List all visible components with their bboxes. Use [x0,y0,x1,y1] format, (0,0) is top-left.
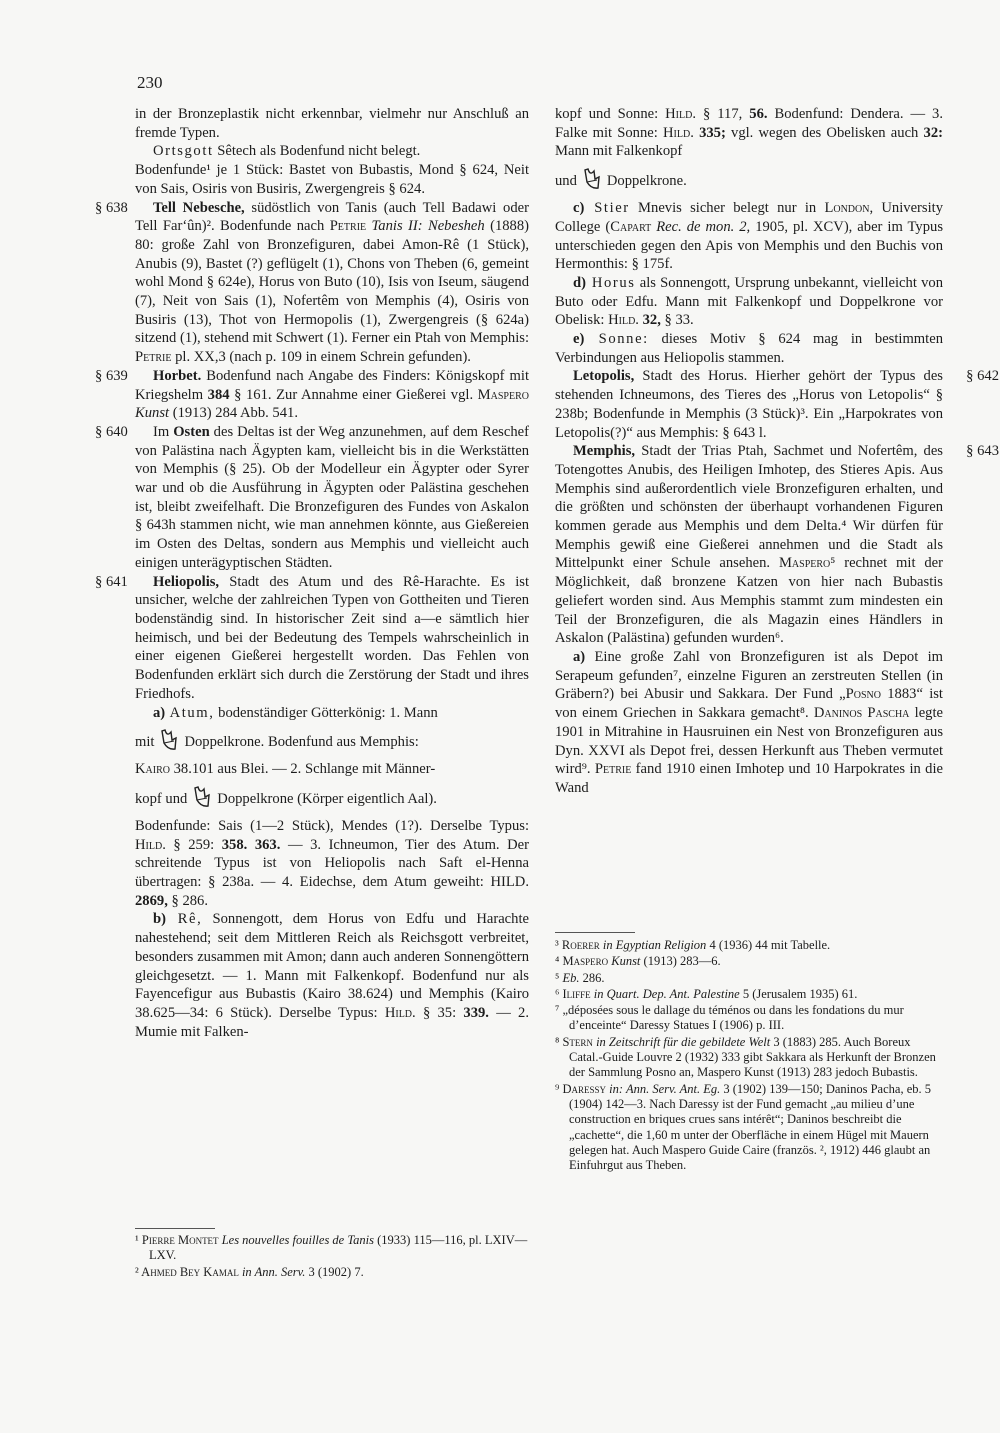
footnote-rule [135,1228,215,1229]
footnote: ⁵ Eb. 286. [555,970,605,985]
subsection-c-stier: c) Stier Mnevis sicher belegt nur in London, University College (Capart Rec. de mon. 2, 1905, pl. XCV), aber im Typus unterschieden gegen den Apis von Memphis und den Buchis von Hermonthis: § 175f. [555,200,943,273]
section-643: § 643 Memphis, Stadt der Trias Ptah, Sachmet und Nofertêm, des Totengottes Anubis, des Heiligen Imhotep, des Stieres Apis. Aus Memphis sind außerordentlich viele Bronzefiguren erhalten, und die größten und schönsten der überhaupt vorhandenen Figuren kommen gerade aus Memphis und dem Delta.⁴ Wir dürfen für Memphis gewiß eine Gießerei annehmen und die Stadt als Mittelpunkt einer Schule ansehen. Maspero⁵ rechnet mit der Möglichkeit, daß bronzene Katzen von hier nach Bubastis geliefert worden sind. Aus Memphis stammt zum mindesten ein Teil der Bronzefiguren, die als Magazin eines Händlers in Askalon (Palästina) gefunden wurden⁶. [555,443,999,647]
section-640: § 640 Im Osten des Deltas ist der Weg anzunehmen, auf dem Reschef von Palästina nach Ägypten kam, vielleicht bis in die Werkstätten von Memphis (§ 25). Ob der Modelleur ein Ägypter oder Syrer war und ob die Ausführung in Ägypten oder Palästina geschehen ist, bleibt zweifelhaft. Die Bronzefiguren des Fundes von Askalon § 643h stammen nicht, wie man annehmen könnte, aus Gießereien im Osten des Deltas, sondern aus Memphis und vielleicht auch einigen unterägyptischen Städten. [135,423,529,573]
section-number: § 639 [95,367,128,384]
paragraph-ortsgott: Ortsgott Sêtech als Bodenfund nicht belegt. [153,143,421,160]
footnote: ⁴ Maspero Kunst (1913) 283—6. [555,954,721,969]
subsection-643a: a) Eine große Zahl von Bronzefiguren ist als Depot im Serapeum gefunden⁷, einzelne Figuren an zerstreuten Stellen (in Gräbern?) bei Abusir und Sakkara. Der Fund „Posno 1883“ ist von einem Griechen in Sakkara gemacht⁸. Daninos Pascha legte 1901 in Mitrahine in Hausruinen ein Nest von Bronzefiguren aus Dyn. XXVI als Depot frei, dessen Herkunft aus Theben vermutet wird⁹. Petrie fand 1910 einen Imhotep und 10 Harpokrates in die Wand [555,648,943,796]
right-column [555,105,999,798]
footnote: ⁹ Daressy in: Ann. Serv. Ant. Eg. 3 (1902) 139—150; Daninos Pacha, eb. 5 (1904) 142—3. Nach Daressy ist der Fund gemacht „au milieu d’une construction en briques crues sans intérêt“; Daninos beschreibt die „cachette“, die 1,60 m unter der Oberfläche in einem Hügel mit Mauern gelegen hat. Auch Maspero Guide Caire (französ. ², 1912) 446 glaubt an Einfuhrgut aus Theben. [555,1081,931,1173]
section-number: § 640 [95,423,128,440]
footnote: ⁶ Iliffe in Quart. Dep. Ant. Palestine 5 (Jerusalem 1935) 61. [555,986,858,1001]
line-with-crown-glyph: und Doppelkrone. [555,167,943,195]
footnotes-left [135,1233,529,1281]
page-number: 230 [137,73,163,92]
subsection-d-horus: d) Horus als Sonnengott, Ursprung unbekannt, vielleicht von Buto oder Edfu. Mann mit Falkenkopf und Doppelkrone vor Obelisk: Hild. 32, § 33. [555,274,943,329]
paragraph-bodenfunde: Bodenfunde¹ je 1 Stück: Bastet von Bubastis, Mond § 624, Neit von Sais, Osiris von Busiris, Zwergengreis § 624. [135,162,529,197]
left-column: in der Bronzeplastik nicht erkennbar, vielmehr nur Anschluß an fremde Typen. Ortsgott Sêtech als Bodenfund nicht belegt. Bodenfunde¹ je 1 Stück: Bastet von Bubastis, Mond § 624, Neit von Sais, Osiris von Busiris, Zwergengreis § 624. § 638 Tell Nebesche, südöstlich von Tanis (auch Tell Badawi oder Tell Far‘ûn)². Bodenfunde nach Petrie Tanis II: Nebesheh (1888) 80: große Zahl von Bronzefiguren, dabei Amon-Rê (1 Stück), Anubis (9), Bastet (?) geflügelt (1), Chons von Theben (6, gemeint wohl Mond § 624e), Horus von Buto (10), Isis von Iseum, säugend (7), Neit von Sais (1), Nofertêm von Memphis (4), Osiris von Busiris (13), Thot von Hermopolis (1), Zwergengreis (§ 624a) sitzend (1), stehend mit Schwert (1). Ferner ein Ptah von Memphis: Petrie pl. XX,3 (nach p. 109 in einem Schrein gefunden). § 639 Horbet. Bodenfund nach Angabe des Finders: Königskopf mit Kriegshelm 384 § 161. Zur Annahme einer Gießerei vgl. Maspero Kunst (1913) 284 Abb. 541. § 640 Im Osten des Deltas ist der Weg anzunehmen, auf dem Reschef von Palästina nach Ägypten kam, vielleicht bis in die Werkstätten von Memphis (§ 25). Ob der Modelleur ein Ägypter oder Syrer war und ob die Ausführung in Ägypten oder Palästina geschehen ist, bleibt zweifelhaft. Die Bronzefiguren des Fundes von Askalon § 643h stammen nicht, wie man annehmen könnte, aus Gießereien im Osten des Deltas, sondern aus Memphis und vielleicht auch einigen unterägyptischen Städten. § 641 Heliopolis, Stadt des Atum und des Rê-Harachte. Es ist unsicher, welche der zahlreichen Typen von Gottheiten und Tieren bodenständig sind. In historischer Zeit sind a—e sämtlich hier heimisch, und bei der Bedeutung des Tempels wahrscheinlich in einer eigenen Gießerei hergestellt worden. Das Fehlen von Bodenfunden erklärt sich durch die Zerstörung der Stadt und ihres Friedhofs. a) Atum, bodenständiger Götterkönig: 1. Mann mit Doppelkrone. Bodenfund aus Memphis: Kairo 38.101 aus Blei. — 2. Schlange mit Männer- kopf und Doppelkrone (Körper eigentlich Aal). Bodenfunde: Sais (1—2 Stück), Mendes (1?). Derselbe Typus: Hild. § 259: 358. 363. — 3. Ichneumon, Tier des Atum. Der schreitende Typus ist von Heliopolis nach Saft el-Henna übertragen: § 238a. — 4. Eidechse, dem Atum geweiht: HILD. 2869, § 286. b) Rê, Sonnengott, dem Horus von Edfu und Harachte nahestehend; seit dem Mittleren Reich als Reichsgott verbreitet, besonders zusammen mit Amon; dann auch anderen Sonnengöttern gleichgesetzt. — 1. Mann mit Falkenkopf. Bodenfund nur als Fayencefigur aus Bubastis (Kairo 38.624) und Memphis (Kairo 38.625—34: 6 Stück). Derselbe Typus: Hild. § 35: 339. — 2. Mumie mit Falken- [135,105,529,1041]
section-641: § 641 Heliopolis, Stadt des Atum und des Rê-Harachte. Es ist unsicher, welche der zahlreichen Typen von Gottheiten und Tieren bodenständig sind. In historischer Zeit sind a—e sämtlich hier heimisch, und bei der Bedeutung des Tempels wahrscheinlich in einer eigenen Gießerei hergestellt worden. Das Fehlen von Bodenfunden erklärt sich durch die Zerstörung der Stadt und ihres Friedhofs. [135,573,529,704]
double-crown-icon [192,785,212,813]
section-642: § 642 Letopolis, Stadt des Horus. Hierher gehört der Typus des stehenden Ichneumons, des Tieres des „Horus von Letopolis“ § 238b; Bodenfunde in Memphis (3 Stück)³. Ein „Harpokrates von Letopolis(?)“ aus Memphis: § 643 l. [555,368,999,441]
line-with-crown-glyph: kopf und Doppelkrone (Körper eigentlich Aal). [135,785,529,813]
subsection-b-re: b) Rê, Sonnengott, dem Horus von Edfu und Harachte nahestehend; seit dem Mittleren Reich als Reichsgott verbreitet, besonders zusammen mit Amon; dann auch anderen Sonnengöttern gleichgesetzt. — 1. Mann mit Falkenkopf. Bodenfund nur als Fayencefigur aus Bubastis (Kairo 38.624) und Memphis (Kairo 38.625—34: 6 Stück). Derselbe Typus: Hild. § 35: 339. — 2. Mumie mit Falken- [135,911,530,1040]
section-number: § 638 [95,199,128,216]
subsection-a-atum: a) Atum, bodenständiger Götterkönig: 1. Mann [153,704,438,721]
footnote: ³ Roerer in Egyptian Religion 4 (1936) 44 mit Tabelle. [555,938,831,952]
footnote-rule [555,932,635,933]
footnote: ⁸ Stern in Zeitschrift für die gebildete Welt 3 (1883) 285. Auch Boreux Catal.-Guide Louvre 2 (1932) 333 gibt Sakkara als Herkunft der Bronzen der Sammlung Posno an, Maspero Kunst (1913) 283 jedoch Bubastis. [555,1034,936,1080]
paragraph-intro: in der Bronzeplastik nicht erkennbar, vielmehr nur Anschluß an fremde Typen. [135,106,529,141]
line-with-crown-glyph: mit Doppelkrone. Bodenfund aus Memphis: [135,728,529,756]
double-crown-icon [582,167,602,195]
double-crown-icon [159,728,179,756]
subsection-e-sonne: e) Sonne: dieses Motiv § 624 mag in bestimmten Verbindungen aus Heliopolis stammen. [555,331,943,366]
paragraph-continuation: kopf und Sonne: Hild. § 117, 56. Bodenfund: Dendera. — 3. Falke mit Sonne: Hild. 335; vgl. wegen des Obelisken auch 32: Mann mit Falkenkopf [555,106,944,160]
section-number: § 642 [966,368,999,385]
section-number: § 643 [966,443,999,460]
footnote: ² Ahmed Bey Kamal in Ann. Serv. 3 (1902) 7. [135,1264,364,1279]
footnote: ⁷ „déposées sous le dallage du téménos ou dans les fondations du mur d’enceinte“ Daressy Statues I (1906) p. III. [555,1003,904,1033]
section-639: § 639 Horbet. Bodenfund nach Angabe des Finders: Königskopf mit Kriegshelm 384 § 161. Zur Annahme einer Gießerei vgl. Maspero Kunst (1913) 284 Abb. 541. [135,367,529,423]
footnote: ¹ Pierre Montet Les nouvelles fouilles de Tanis (1933) 115—116, pl. LXIV—LXV. [135,1233,528,1263]
section-number: § 641 [95,573,128,590]
footnotes-right [555,938,943,1174]
section-638: § 638 Tell Nebesche, südöstlich von Tanis (auch Tell Badawi oder Tell Far‘ûn)². Bodenfunde nach Petrie Tanis II: Nebesheh (1888) 80: große Zahl von Bronzefiguren, dabei Amon-Rê (1 Stück), Anubis (9), Bastet (?) geflügelt (1), Chons von Theben (6, gemeint wohl Mond § 624e), Horus von Buto (10), Isis von Iseum, säugend (7), Neit von Sais (1), Nofertêm von Memphis (4), Osiris von Busiris (13), Thot von Hermopolis (1), Zwergengreis (§ 624a) sitzend (1), stehend mit Schwert (1). Ferner ein Ptah von Memphis: Petrie pl. XX,3 (nach p. 109 in einem Schrein gefunden). [135,199,529,367]
